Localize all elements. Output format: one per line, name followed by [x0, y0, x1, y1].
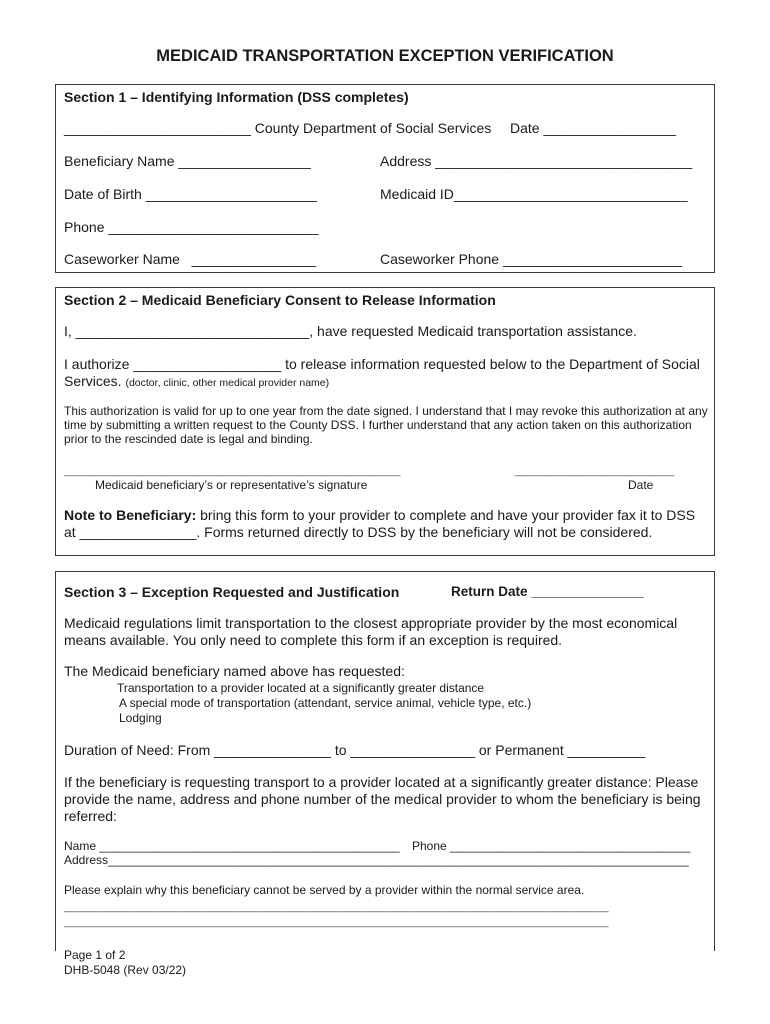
page-number: Page 1 of 2 — [64, 948, 126, 962]
regulations-text: Medicaid regulations limit transportation to the closest appropriate provider by the most economical means available. You only need to complete this form if an exception is required. — [64, 615, 678, 648]
provider-name-field[interactable]: Name _____________________________________________ — [64, 839, 400, 853]
authorize-text: I authorize ___________________ to release information requested below to the Department of Social Services. — [64, 356, 700, 389]
explain-line-1[interactable]: _________________________________________________________________________________________ — [64, 901, 609, 913]
requested-label: The Medicaid beneficiary named above has requested: — [64, 663, 405, 679]
distance-instructions: If the beneficiary is requesting transport to a provider located at a significantly greater distance: Please provide the name, address and phone number of the medical provider to whom the beneficiary is being referred: — [64, 774, 701, 824]
provider-phone-field[interactable]: Phone ____________________________________ — [412, 839, 691, 853]
explain-line-2[interactable]: _________________________________________________________________________________________ — [64, 916, 609, 928]
provider-address-field[interactable]: Address_______________________________________________________________________________________ — [64, 853, 689, 867]
section-2-heading: Section 2 – Medicaid Beneficiary Consent to Release Information — [64, 292, 496, 308]
caseworker-name-field[interactable]: Caseworker Name ________________ — [64, 251, 317, 267]
dob-field[interactable]: Date of Birth ______________________ — [64, 186, 317, 202]
note-label: Note to Beneficiary: — [64, 507, 197, 523]
note-to-beneficiary — [64, 507, 709, 541]
option-lodging[interactable]: Lodging — [119, 711, 162, 725]
section-1-box — [55, 84, 715, 273]
section-1-heading: Section 1 – Identifying Information (DSS completes) — [64, 89, 409, 105]
caseworker-phone-field[interactable]: Caseworker Phone _______________________ — [380, 251, 683, 267]
return-date-field[interactable]: Return Date _______________ — [451, 584, 644, 599]
option-greater-distance[interactable]: Transportation to a provider located at a significantly greater distance — [117, 681, 485, 695]
authorize-statement[interactable] — [64, 356, 709, 392]
authorize-note: (doctor, clinic, other medical provider name) — [125, 377, 330, 389]
signature-date-label: Date — [628, 478, 654, 492]
beneficiary-statement-field[interactable]: I, ______________________________, have requested Medicaid transportation assistance. — [64, 323, 637, 339]
option-special-mode[interactable]: A special mode of transportation (attendant, service animal, vehicle type, etc.) — [119, 696, 532, 710]
section-3-heading: Section 3 – Exception Requested and Justification — [64, 584, 400, 600]
signature-label: Medicaid beneficiary’s or representative’s signature — [95, 478, 368, 492]
date-field[interactable]: Date _________________ — [510, 120, 676, 136]
county-field[interactable]: ________________________ County Department of Social Services — [64, 120, 492, 136]
page-title: MEDICAID TRANSPORTATION EXCEPTION VERIFICATION — [156, 47, 614, 65]
phone-field[interactable]: Phone ___________________________ — [64, 219, 319, 235]
form-id: DHB-5048 (Rev 03/22) — [64, 963, 187, 977]
beneficiary-name-field[interactable]: Beneficiary Name _________________ — [64, 153, 311, 169]
medicaid-id-field[interactable]: Medicaid ID______________________________ — [380, 186, 688, 202]
authorization-terms: This authorization is valid for up to one year from the date signed. I understand that I may revoke this authorization at any time by submitting a written request to the County DSS. I further understand that any action taken on this authorization prior to the rescinded date is legal and binding. — [64, 404, 708, 446]
note-text: bring this form to your provider to complete and have your provider fax it to DSS at _______________. Forms returned directly to DSS by the beneficiary will not be considered. — [64, 507, 696, 540]
signature-line[interactable]: _______________________________________________________ — [64, 465, 401, 477]
explain-prompt: Please explain why this beneficiary cannot be served by a provider within the normal service area. — [64, 883, 585, 897]
duration-of-need-field[interactable]: Duration of Need: From _______________ to ________________ or Permanent __________ — [64, 742, 646, 758]
signature-date-line[interactable]: __________________________ — [515, 465, 675, 477]
address-field[interactable]: Address _________________________________ — [380, 153, 693, 169]
